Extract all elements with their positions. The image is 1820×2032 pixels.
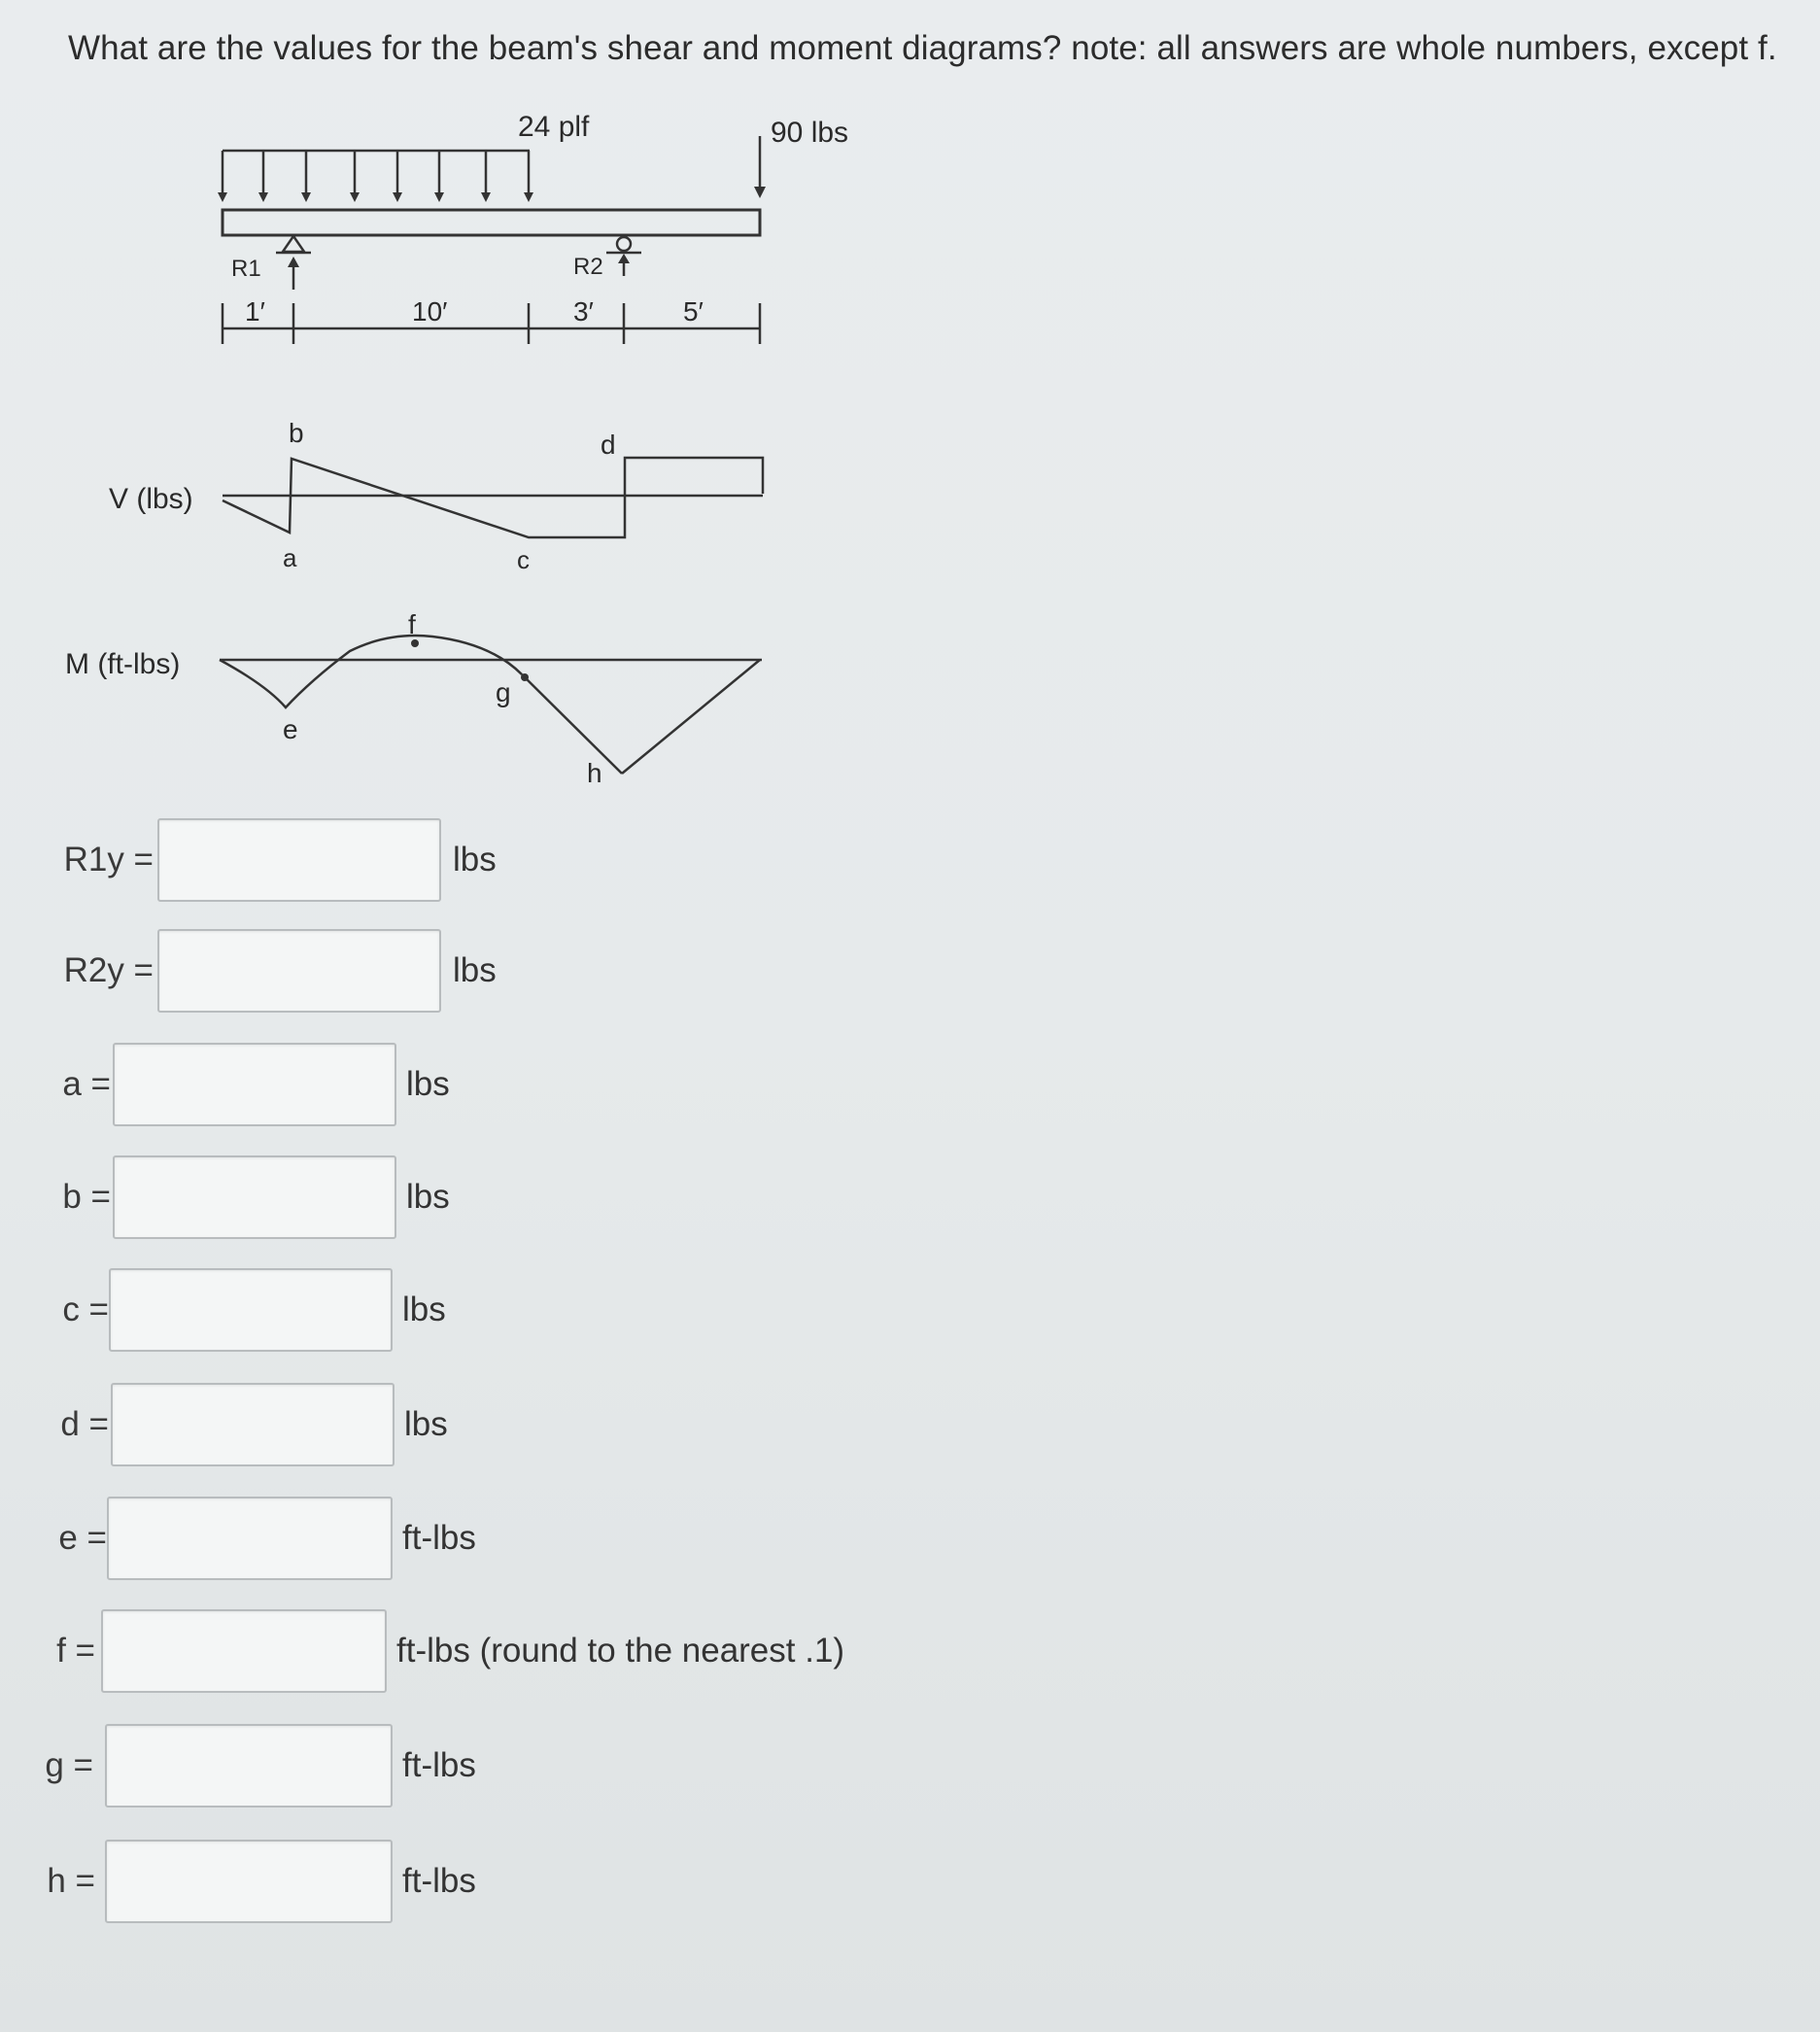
answer-row-e [39,1497,476,1580]
answer-label: R1y = [63,841,154,878]
answer-row-h [39,1840,476,1923]
beam-body [223,210,760,235]
r2-label: R2 [573,254,603,280]
shear-axis-label: V (lbs) [109,483,193,515]
answer-row-a [39,1043,450,1126]
answer-label: d = [60,1405,109,1443]
answer-row-g [39,1724,476,1808]
answer-label: b = [62,1178,111,1216]
load-arrow-head [434,192,444,202]
load-arrow-head [301,192,311,202]
dimension-line [223,303,760,344]
shear-point-b: b [289,418,304,448]
moment-axis-label: M (ft-lbs) [65,648,181,680]
e-input[interactable] [107,1497,393,1580]
answer-unit: lbs [402,1291,446,1328]
r1-label: R1 [231,256,261,282]
moment-point-h: h [587,758,602,788]
answer-row-b [39,1155,450,1239]
r1y-input[interactable] [157,818,441,902]
question-text: What are the values for the beam's shear and moment diagrams? note: all answers are whole numbers, except f. [68,29,1777,67]
point-load-label: 90 lbs [771,117,849,149]
span-3: 3′ [573,296,594,327]
answer-unit: lbs [453,841,497,878]
f-input[interactable] [101,1609,387,1693]
b-input[interactable] [113,1155,396,1239]
answer-row-c [39,1268,446,1352]
distributed-load-arrows [218,151,533,202]
answer-unit: lbs [406,1065,450,1103]
answer-unit: lbs [453,951,497,989]
shear-point-d: d [601,430,616,460]
answer-unit: lbs [404,1405,448,1443]
moment-point-g: g [496,677,511,707]
answer-label: c = [62,1291,109,1328]
r2y-input[interactable] [157,929,441,1013]
span-2: 10′ [412,296,448,327]
r2-support-icon [606,237,641,276]
g-input[interactable] [105,1724,393,1808]
load-arrow-head [481,192,491,202]
load-arrow-head [258,192,268,202]
answer-row-r1y [39,818,497,902]
d-input[interactable] [111,1383,395,1466]
answer-row-r2y [39,929,497,1013]
answer-unit: ft-lbs [402,1519,476,1557]
load-arrow-head [524,192,533,202]
span-4: 5′ [683,296,704,327]
answer-label: a = [62,1065,111,1103]
point-load-arrow [754,136,766,198]
answer-label: R2y = [63,951,154,989]
distributed-load-label: 24 plf [518,111,590,143]
answer-unit: ft-lbs [402,1746,476,1784]
moment-point-f: f [408,609,416,639]
answer-unit: ft-lbs [402,1862,476,1900]
beam-diagram [0,0,1820,816]
shear-point-a: a [283,543,297,572]
a-input[interactable] [113,1043,396,1126]
load-arrow-head [218,192,227,202]
answer-row-f [39,1609,844,1693]
shear-diagram [223,458,763,537]
h-input[interactable] [105,1840,393,1923]
load-arrow-head [350,192,360,202]
moment-diagram [220,636,762,774]
answer-unit: lbs [406,1178,450,1216]
answer-label: f = [56,1632,95,1670]
answer-label: e = [58,1519,107,1557]
answer-label: g = [45,1746,93,1784]
moment-point-e: e [283,714,298,744]
c-input[interactable] [109,1268,393,1352]
answer-unit: ft-lbs (round to the nearest .1) [396,1632,845,1670]
r1-support-icon [276,236,311,290]
answer-label: h = [47,1862,95,1900]
load-arrow-head [393,192,402,202]
answer-row-d [39,1383,448,1466]
shear-point-c: c [517,545,530,574]
span-1: 1′ [245,296,265,327]
